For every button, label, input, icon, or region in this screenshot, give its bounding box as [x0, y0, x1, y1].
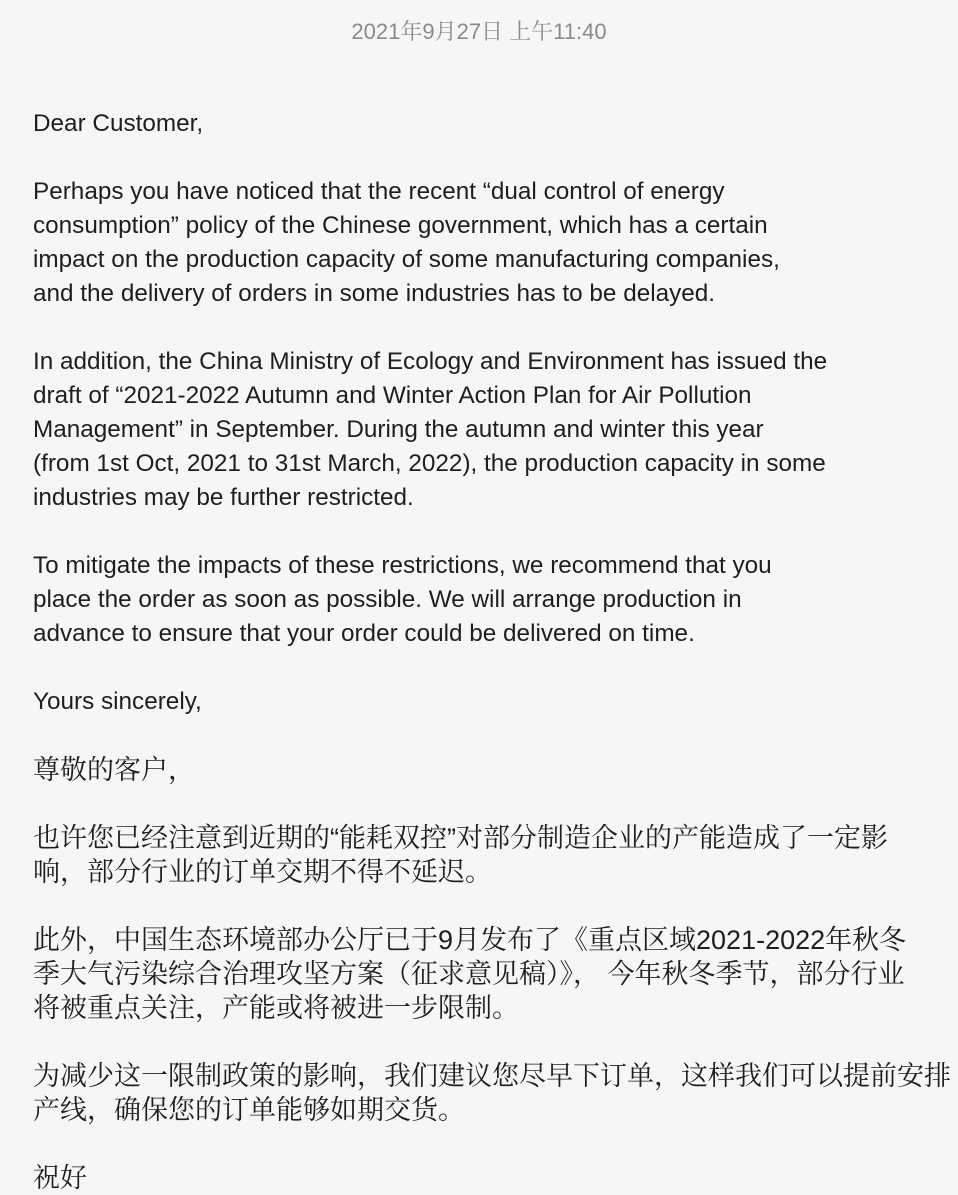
paragraph-cn-2: [33, 923, 948, 1025]
closing-cn: 祝好: [33, 1163, 87, 1193]
text-line: consumption” policy of the Chinese government, which has a certain: [33, 212, 768, 239]
text-line: place the order as soon as possible. We will arrange production in: [33, 586, 742, 613]
paragraph-cn-3: [33, 1059, 951, 1127]
message-timestamp: 2021年9月27日 上午11:40: [351, 19, 607, 44]
text-line: To mitigate the impacts of these restrictions, we recommend that you: [33, 552, 772, 579]
paragraph-cn-1: [33, 821, 948, 889]
text-line: 也许您已经注意到近期的“能耗双控”对部分制造企业的产能造成了一定影: [33, 823, 888, 853]
text-line: (from 1st Oct, 2021 to 31st March, 2022), the production capacity in some: [33, 450, 826, 477]
paragraph-en-2: [33, 345, 948, 515]
text-line: 产线，确保您的订单能够如期交货。: [33, 1095, 465, 1125]
text-line: 将被重点关注，产能或将被进一步限制。: [33, 993, 519, 1023]
paragraph-en-3: [33, 549, 948, 651]
text-line: 为减少这一限制政策的影响，我们建议您尽早下订单，这样我们可以提前安排: [33, 1061, 951, 1091]
text-line: 响，部分行业的订单交期不得不延迟。: [33, 857, 492, 887]
text-line: impact on the production capacity of some manufacturing companies,: [33, 246, 780, 273]
greeting-cn: 尊敬的客户，: [33, 755, 195, 785]
text-line: advance to ensure that your order could be delivered on time.: [33, 620, 695, 647]
text-line: 季大气污染综合治理攻坚方案（征求意见稿）》， 今年秋冬季节，部分行业: [33, 959, 905, 989]
closing-en: Yours sincerely,: [33, 688, 202, 715]
paragraph-en-1: [33, 175, 948, 311]
text-line: Perhaps you have noticed that the recent “dual control of energy: [33, 178, 725, 205]
text-line: industries may be further restricted.: [33, 484, 414, 511]
letter-body: [33, 107, 951, 1195]
text-line: Management” in September. During the autumn and winter this year: [33, 416, 764, 443]
text-line: and the delivery of orders in some industries has to be delayed.: [33, 280, 716, 307]
text-line: 此外，中国生态环境部办公厅已于9月发布了《重点区域2021-2022年秋冬: [33, 925, 907, 955]
greeting-en: Dear Customer,: [33, 110, 204, 137]
text-line: In addition, the China Ministry of Ecology and Environment has issued the: [33, 348, 828, 375]
text-line: draft of “2021-2022 Autumn and Winter Action Plan for Air Pollution: [33, 382, 752, 409]
